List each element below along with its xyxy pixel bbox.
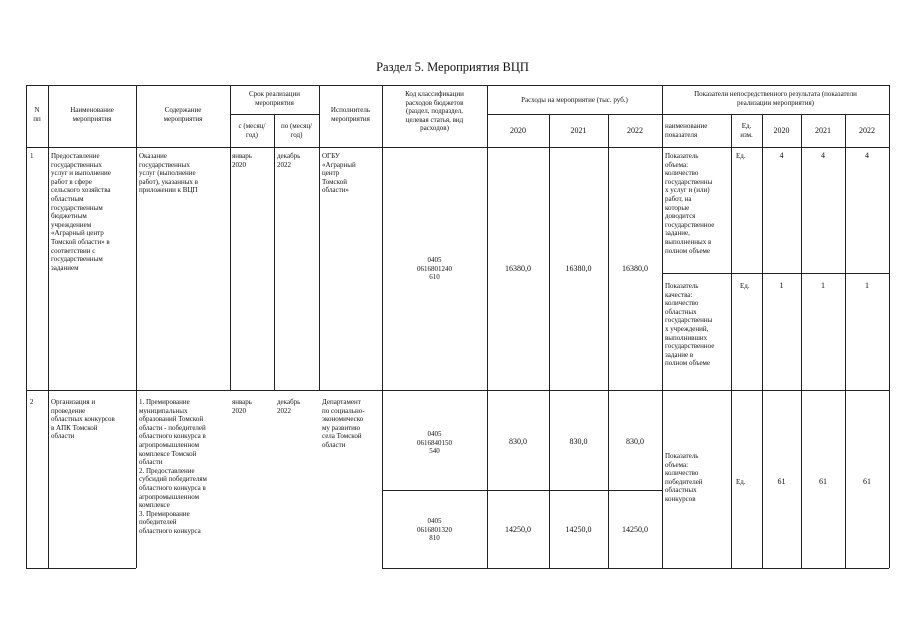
header-to: по (месяц/ год) <box>280 122 313 139</box>
indicator-value-2022: 4 <box>865 151 869 160</box>
row-exp-2021: 830,0 <box>569 437 588 446</box>
row-exp-2021: 16380,0 <box>565 264 592 273</box>
indicator-unit: Ед. <box>736 152 746 160</box>
row-number: 2 <box>30 398 34 406</box>
row-name: Предоставление государственных услуг и выполнение работ в сфере сельского хозяйства областным государственным бюджетным учреждением «Аграрный центр Томской области» в соответствии с государственным заданием <box>51 152 111 272</box>
row-code: 0405 0616801240 610 <box>417 256 452 282</box>
row-exp-2020: 16380,0 <box>505 264 531 273</box>
header-results: Показатели непосредственного результата (показатели реализации мероприятия) <box>694 90 857 107</box>
row-exp-2020: 14250,0 <box>505 525 531 534</box>
indicator-value-2020: 1 <box>779 281 784 290</box>
indicator-value-2021: 1 <box>821 281 825 290</box>
header-code: Код классификации расходов бюджетов (раздел, подраздел, целевая статья, вид расходов) <box>405 90 464 133</box>
header-unit: Ед. изм. <box>740 122 753 139</box>
indicator-value-2021: 4 <box>821 151 825 160</box>
row-content: Оказание государственных услуг (выполнение работ), указанных в приложении к ВЦП <box>139 152 198 195</box>
header-expenses: Расходы на мероприятие (тыс. руб.) <box>521 96 628 104</box>
row-name: Организация и проведение областных конкурсов в АПК Томской области <box>51 398 115 441</box>
header-n: N пп <box>33 106 41 123</box>
indicator-unit: Ед. <box>740 282 750 290</box>
header-content: Содержание мероприятия <box>163 106 203 123</box>
row-number: 1 <box>30 152 34 160</box>
header-from: с (месяц/ год) <box>238 122 266 139</box>
header-term: Срок реализации мероприятия <box>248 90 301 107</box>
header-ind-year-2020: 2020 <box>773 126 790 135</box>
row-to: декабрь 2022 <box>277 152 301 169</box>
header-indicator-name: наименование показателя <box>665 122 708 139</box>
row-code: 0405 0616840150 540 <box>417 430 452 456</box>
row-exp-2022: 830,0 <box>626 437 644 446</box>
indicator-value-2021: 61 <box>819 477 827 486</box>
row-content: 1. Премирование муниципальных образований Томской области - победителей областного конкурса в агропромышленном комплексе Томской области 2. Предоставление субсидий победителям областного конкурса в агропромышленном комплексе 3. Премирование победителей областного конкурса <box>139 398 207 535</box>
header-ind-year-2021: 2021 <box>815 126 831 135</box>
row-exp-2020: 830,0 <box>509 437 527 446</box>
header-exp-year-2021: 2021 <box>570 126 587 135</box>
row-executor: Департамент по социально- экономическо му развитию села Томской области <box>322 398 365 449</box>
row-to: декабрь 2022 <box>277 398 301 415</box>
indicator-name: Показатель объема: количество победителей областных конкурсов <box>665 452 703 503</box>
indicator-value-2022: 1 <box>865 281 869 290</box>
indicator-value-2020: 61 <box>777 477 786 486</box>
row-from: январь 2020 <box>232 152 252 169</box>
header-name: Наименование мероприятия <box>70 106 114 123</box>
header-executor: Исполнитель мероприятия <box>330 106 371 123</box>
header-exp-year-2022: 2022 <box>627 126 643 135</box>
indicator-unit: Ед. <box>736 478 746 486</box>
row-code: 0405 0616801320 810 <box>417 517 452 543</box>
indicator-value-2022: 61 <box>863 477 871 486</box>
row-exp-2021: 14250,0 <box>565 525 592 534</box>
indicator-value-2020: 4 <box>779 151 784 160</box>
header-ind-year-2022: 2022 <box>859 126 875 135</box>
row-exp-2022: 16380,0 <box>622 264 648 273</box>
row-exp-2022: 14250,0 <box>622 525 648 534</box>
indicator-name: Показатель качества: количество областных государственны х учреждений, выполнивших государственное задание в полном объеме <box>665 282 715 368</box>
indicator-name: Показатель объема: количество государственны х услуг и (или) работ, на которые доводится государственное задание, выполненных в полном объеме <box>665 152 715 255</box>
header-exp-year-2020: 2020 <box>510 126 526 135</box>
row-executor: ОГБУ «Аграрный центр Томской области» <box>322 152 356 195</box>
page-title: Раздел 5. Мероприятия ВЦП <box>376 60 529 74</box>
row-from: январь 2020 <box>232 398 252 415</box>
